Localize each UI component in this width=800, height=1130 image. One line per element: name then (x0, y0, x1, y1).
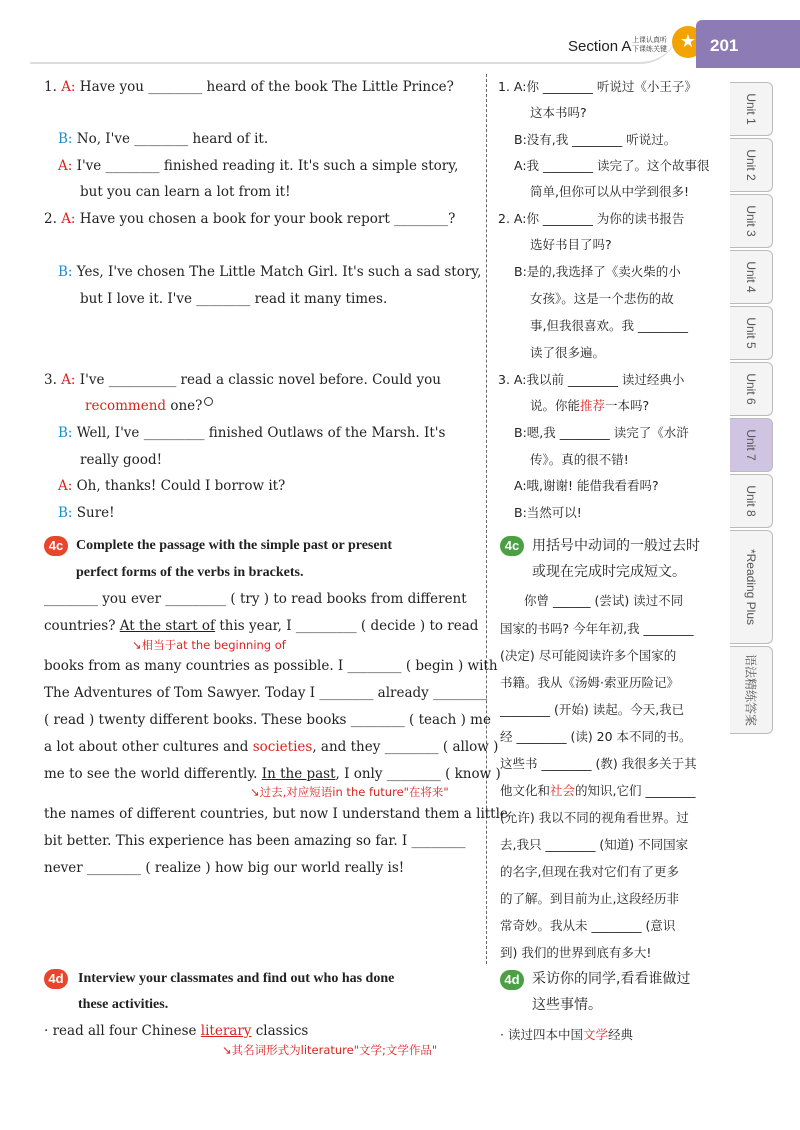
q3-line-b: B: Well, I've _________ finished Outlaws of the Marsh. It's (58, 425, 446, 441)
passage-line-5: ( read ) twenty different books. These books ________ ( teach ) me (44, 712, 491, 728)
passage-line-6: a lot about other cultures and societies, and they ________ ( allow ) (44, 739, 499, 755)
cn-heading-4c-line2: 或现在完成时完成短文。 (532, 564, 686, 580)
cn-passage-9: (允许) 我以不同的视角看世界。过 (500, 810, 689, 825)
cn-heading-4c-line1: 用括号中动词的一般过去时 (532, 538, 700, 554)
passage-line-10: never ________ ( realize ) how big our world really is! (44, 860, 405, 876)
passage-line-7: me to see the world differently. In the past, I only ________ ( know ) (44, 766, 501, 782)
q3-line-b2: really good! (80, 452, 163, 468)
cn-line-6: 2. A:你 ________ 为你的读书报告 (498, 211, 685, 226)
cn-passage-1: 你曾 ______ (尝试) 读过不同 (524, 593, 684, 608)
tab-unit-7[interactable]: Unit 7 (730, 418, 773, 472)
q3-line-a2: recommend one? (85, 397, 213, 415)
q1-line-b: B: No, I've ________ heard of it. (58, 131, 269, 147)
cn-line-5: 简单,但你可以从中学到很多! (530, 184, 689, 199)
heading-4c-line2: perfect forms of the verbs in brackets. (76, 565, 304, 580)
cn-passage-10: 去,我只 ________ (知道) 不同国家 (500, 837, 689, 852)
star-mascot-icon: ★ (672, 26, 704, 58)
q2-line-b: B: Yes, I've chosen The Little Match Girl. It's such a sad story, (58, 264, 482, 280)
q2-line-a: 2. A: Have you chosen a book for your book report ________? (44, 211, 456, 227)
passage-line-3: books from as many countries as possible. I ________ ( begin ) with (44, 658, 498, 674)
badge-4c-cn: 4c (500, 536, 524, 556)
note-at-the-start: ↘相当于at the beginning of (132, 638, 286, 652)
tab-grammar-answers[interactable]: 语法精练答案 (730, 646, 773, 734)
tab-unit-5[interactable]: Unit 5 (730, 306, 773, 360)
note-in-the-past: ↘过去,对应短语in the future"在将来" (250, 785, 449, 799)
cn-line-8: B:是的,我选择了《卖火柴的小 (514, 264, 681, 279)
badge-4d-cn: 4d (500, 970, 524, 990)
cn-passage-14: 到) 我们的世界到底有多大! (500, 945, 652, 960)
cn-passage-7: 这些书 ________ (教) 我很多关于其 (500, 756, 697, 771)
badge-4d: 4d (44, 969, 68, 989)
tab-unit-3[interactable]: Unit 3 (730, 194, 773, 248)
note-literary: ↘其名词形式为literature"文学;文学作品" (222, 1043, 438, 1057)
section-label: Section A (568, 38, 632, 55)
cn-line-9: 女孩》。这是一个悲伤的故 (530, 291, 674, 306)
cn-passage-3: (决定) 尽可能阅读许多个国家的 (500, 648, 677, 663)
tab-reading-plus[interactable]: *Reading Plus (730, 530, 773, 644)
audio-mark-icon (204, 397, 213, 406)
cn-line-2: 这本书吗? (530, 105, 587, 120)
page-number: 201 (710, 36, 739, 55)
passage-line-2: countries? At the start of this year, I _________ ( decide ) to read (44, 618, 479, 634)
badge-4c: 4c (44, 536, 68, 556)
passage-line-4: The Adventures of Tom Sawyer. Today I ________ already ________ (44, 685, 488, 701)
q1-line-a: 1. A: Have you ________ heard of the book The Little Prince? (44, 79, 454, 95)
cn-heading-4d-line2: 这些事情。 (532, 997, 602, 1013)
cn-line-13: 说。你能推荐一本吗? (530, 398, 650, 413)
cn-line-12: 3. A:我以前 ________ 读过经典小 (498, 372, 685, 387)
tab-unit-6[interactable]: Unit 6 (730, 362, 773, 416)
tab-unit-8[interactable]: Unit 8 (730, 474, 773, 528)
passage-line-9: bit better. This experience has been amazing so far. I ________ (44, 833, 466, 849)
cn-passage-6: 经 ________ (读) 20 本不同的书。 (500, 729, 692, 744)
cn-passage-12: 的了解。到目前为止,这段经历非 (500, 891, 679, 906)
heading-4d-line2: these activities. (78, 997, 169, 1012)
cn-passage-13: 常奇妙。我从未 ________ (意识 (500, 918, 676, 933)
cn-line-15: 传》。真的很不错! (530, 452, 629, 467)
cn-passage-8: 他文化和社会的知识,它们 ________ (500, 783, 696, 798)
cn-line-11: 读了很多遍。 (530, 345, 606, 360)
section-subtitle: 上课认真听 下课练关键 (632, 36, 667, 53)
tab-unit-2[interactable]: Unit 2 (730, 138, 773, 192)
cn-line-10: 事,但我很喜欢。我 ________ (530, 318, 688, 333)
cn-line-14: B:嗯,我 ________ 读完了《水浒 (514, 425, 689, 440)
column-divider (486, 74, 487, 964)
tab-unit-4[interactable]: Unit 4 (730, 250, 773, 304)
tab-unit-1[interactable]: Unit 1 (730, 82, 773, 136)
q3-line-c: A: Oh, thanks! Could I borrow it? (58, 478, 286, 494)
cn-passage-11: 的名字,但现在我对它们有了更多 (500, 864, 679, 879)
q2-line-b2: but I love it. I've ________ read it many times. (80, 291, 388, 307)
cn-heading-4d-line1: 采访你的同学,看看谁做过 (532, 971, 691, 987)
q1-line-c2: but you can learn a lot from it! (80, 184, 291, 200)
activity-item-1: · read all four Chinese literary classics (44, 1023, 309, 1039)
cn-line-7: 选好书目了吗? (530, 237, 612, 252)
heading-4d-line1: Interview your classmates and find out who has done (78, 971, 395, 986)
passage-line-1: ________ you ever _________ ( try ) to read books from different (44, 591, 467, 607)
passage-line-8: the names of different countries, but now I understand them a little (44, 806, 508, 822)
q1-line-c: A: I've ________ finished reading it. It's such a simple story, (58, 158, 459, 174)
q3-line-d: B: Sure! (58, 505, 115, 521)
cn-passage-4: 书籍。我从《汤姆·索亚历险记》 (500, 675, 679, 690)
cn-line-17: B:当然可以! (514, 505, 582, 520)
cn-line-4: A:我 ________ 读完了。这个故事很 (514, 158, 710, 173)
cn-passage-5: ________ (开始) 读起。今天,我已 (500, 702, 685, 717)
cn-activity-item-1: · 读过四本中国文学经典 (500, 1027, 633, 1042)
cn-line-3: B:没有,我 ________ 听说过。 (514, 132, 677, 147)
cn-passage-2: 国家的书吗? 今年年初,我 ________ (500, 621, 694, 636)
cn-line-16: A:哦,谢谢! 能借我看看吗? (514, 478, 659, 493)
heading-4c-line1: Complete the passage with the simple past or present (76, 538, 393, 553)
q3-line-a: 3. A: I've __________ read a classic novel before. Could you (44, 372, 441, 388)
cn-line-1: 1. A:你 ________ 听说过《小王子》 (498, 79, 697, 94)
